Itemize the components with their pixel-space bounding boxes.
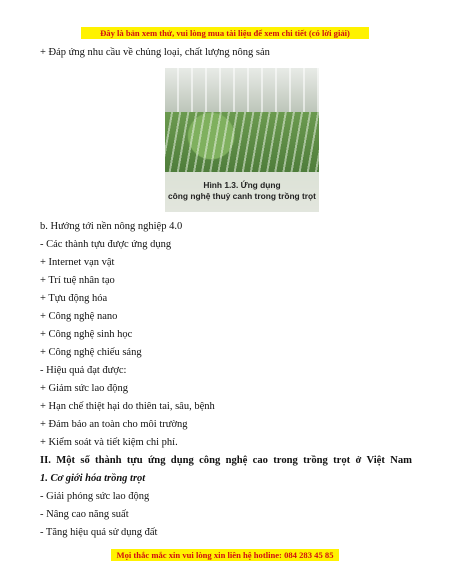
section-heading: II. Một số thành tựu ứng dụng công nghệ cao trong trồng trọt ở Việt Nam [40,455,412,466]
preview-banner: Đây là bản xem thử, vui lòng mua tài liệu để xem chi tiết (có lời giải) [81,27,369,39]
figure-caption [165,172,319,212]
text-line: - Giải phóng sức lao động [40,491,150,502]
text-line: + Internet vạn vật [40,257,115,268]
text-line: - Hiệu quả đạt được: [40,365,127,376]
text-line: + Công nghệ nano [40,311,118,322]
text-line: + Hạn chế thiệt hại do thiên tai, sâu, bệnh [40,401,215,412]
text-line: + Kiểm soát và tiết kiệm chi phí. [40,437,178,448]
text-line: + Tựu động hóa [40,293,108,304]
text-line: + Công nghệ chiếu sáng [40,347,142,358]
text-line: + Giảm sức lao động [40,383,129,394]
hotline-banner: Mọi thắc mắc xin vui lòng xin liên hệ hotline: 084 283 45 85 [111,549,339,561]
text-line: + Công nghệ sinh học [40,329,133,340]
text-line: - Các thành tựu được ứng dụng [40,239,172,250]
document-body [40,44,412,542]
hydroponics-figure [165,68,319,212]
crop-rows-image [165,112,319,172]
text-line: - Nâng cao năng suất [40,509,129,520]
text-line: + Đảm bảo an toàn cho môi trường [40,419,188,430]
text-line: - Tăng hiệu quả sử dụng đất [40,527,158,538]
text-line: b. Hướng tới nền nông nghiệp 4.0 [40,221,183,232]
greenhouse-roof-image [165,68,319,116]
figure-caption-line: Hình 1.3. Ứng dụng [203,180,281,190]
text-line: + Trí tuệ nhân tạo [40,275,115,286]
text-line: + Đáp ứng nhu cầu về chủng loại, chất lượng nông sản [40,47,270,58]
subsection-heading: 1. Cơ giới hóa trồng trọt [40,473,146,484]
figure-caption-line: công nghệ thuỷ canh trong trồng trọt [168,191,316,201]
